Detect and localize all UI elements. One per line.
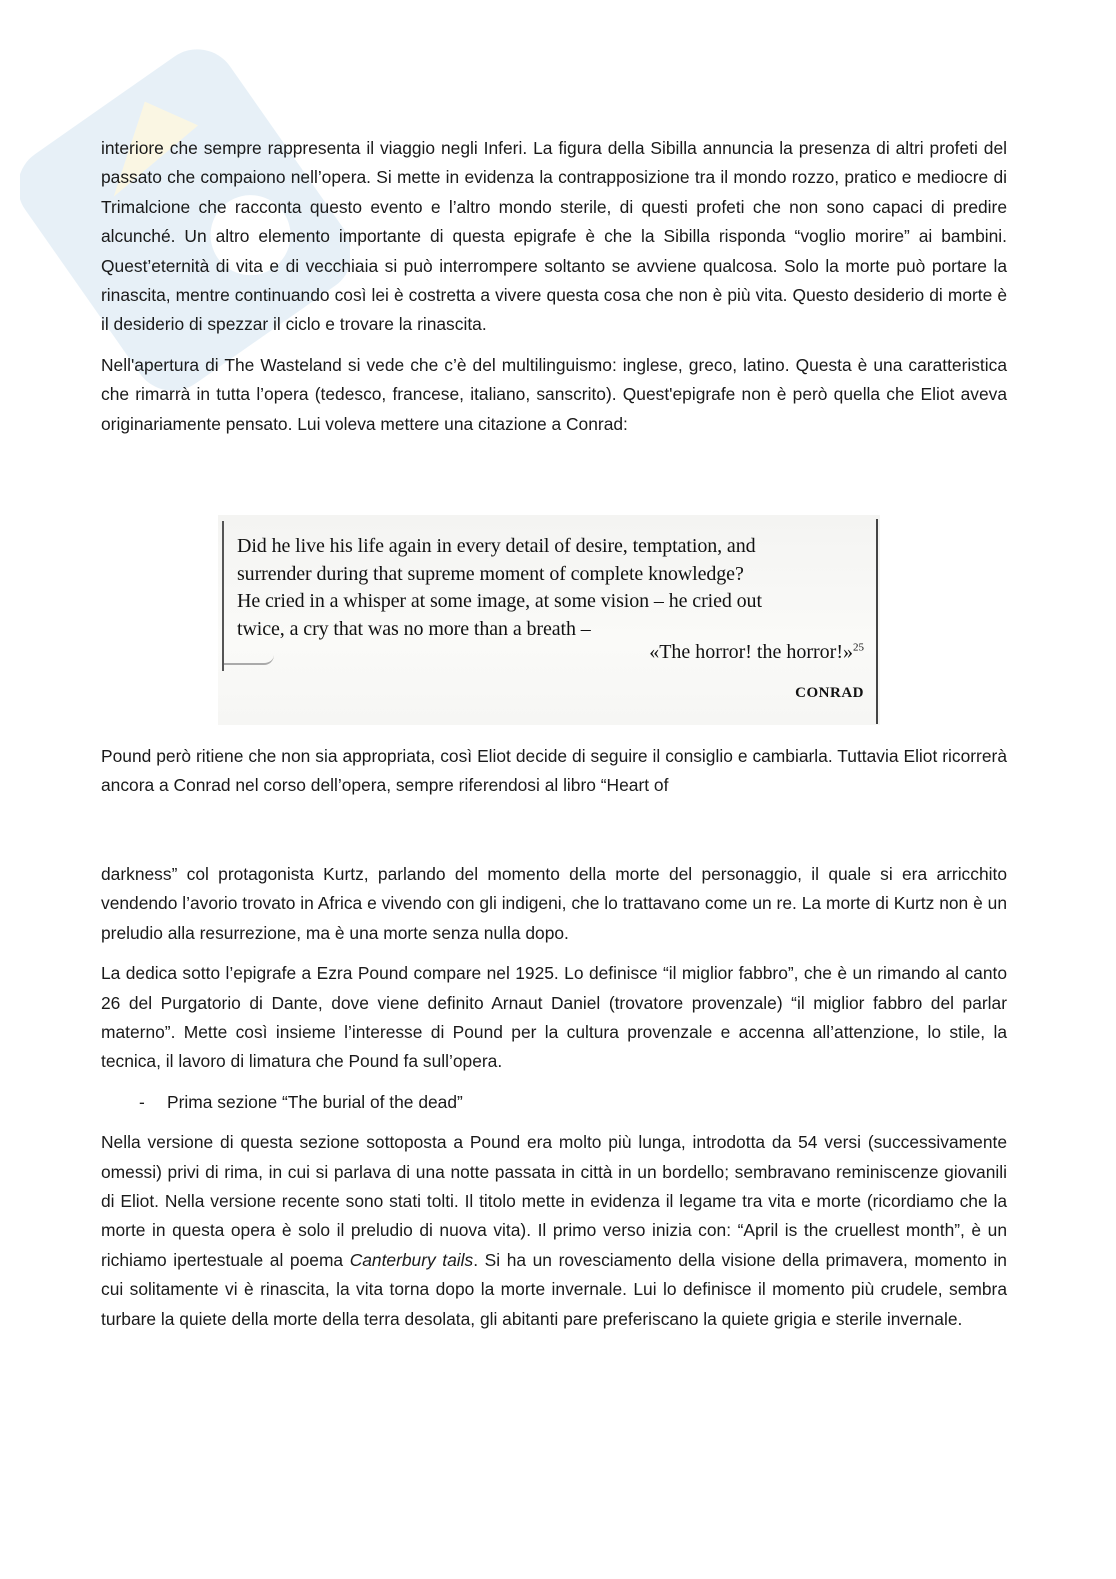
document-body	[101, 134, 1007, 439]
quote-author: CONRAD	[795, 685, 864, 701]
paragraph-dedica: La dedica sotto l’epigrafe a Ezra Pound compare nel 1925. Lo definisce “il miglior fabbro”, che è un rimando al canto 26 del Purgatorio di Dante, dove viene definito Arnaut Daniel (trovatore provenzale) “il miglior fabbro del parlar materno”. Mette così insieme l’interesse di Pound per la cultura provenzale e accenna all’attenzione, lo stile, la tecnica, il lavoro di limatura che Pound fa sull’opera.	[101, 963, 1007, 1072]
bullet-dash: -	[139, 1091, 145, 1112]
quote-lines	[237, 533, 867, 643]
paragraph-multilinguismo: Nell'apertura di The Wasteland si vede che c’è del multilinguismo: inglese, greco, latino. Questa è una caratteristica che rimarrà in tutta l’opera (tedesco, francese, italiano, sanscrito). Quest'epigrafe non è però quella che Eliot aveva originariamente pensato. Lui voleva mettere una citazione a Conrad:	[101, 354, 1007, 434]
quote-line: surrender during that supreme moment of complete knowledge?	[237, 562, 744, 585]
paragraph-kurtz: darkness” col protagonista Kurtz, parlando del momento della morte del personaggio, il quale si era arricchito vendendo l’avorio trovato in Africa e vivendo con gli indigeni, che lo trattavano come un re. La morte di Kurtz non è un preludio alla resurrezione, ma è una morte senza nulla dopo.	[101, 864, 1007, 943]
quote-scan-smudge	[224, 655, 274, 665]
paragraph-pound: Pound però ritiene che non sia appropriata, così Eliot decide di seguire il consiglio e cambiarla. Tuttavia Eliot ricorrerà ancora a Conrad nel corso dell’opera, sempre riferendosi al libro “Heart of	[101, 746, 1007, 796]
quote-line: twice, a cry that was no more than a breath –	[237, 617, 591, 640]
bullet-text: Prima sezione “The burial of the dead”	[167, 1091, 463, 1112]
quote-horror-line: «The horror! the horror!»$^{25}$	[649, 641, 864, 663]
footnote-marker: 25	[853, 641, 864, 654]
paragraph-sibilla: interiore che sempre rappresenta il viaggio negli Inferi. La figura della Sibilla annuncia la presenza di altri profeti del passato che compaiono nell’opera. Si mette in evidenza la contrapposizione tra il mondo rozzo, pratico e mediocre di Trimalcione che racconta questo evento e l’altro mondo sterile, di questi profeti che non sono capaci di predire alcunché. Un altro elemento importante di questa epigrafe è che la Sibilla risponda “voglio morire” ai bambini. Quest’eternità di vita e di vecchiaia si può interrompere soltanto se avviene qualcosa. Solo la morte può portare la rinascita, mentre continuando così lei è costretta a vivere questa cosa che non è più vita. Questo desiderio di morte è il desiderio di spezzar il ciclo e trovare la rinascita.	[101, 138, 1007, 335]
paragraph-burial: Nella versione di questa sezione sottoposta a Pound era molto più lunga, introdotta da 54 versi (successivamente omessi) privi di rima, in cui si parlava di una notte passata in città in un bordello; sembravano reminiscenze giovanili di Eliot. Nella versione recente sono stati tolti. Il titolo mette in evidenza il legame tra vita e morte (ricordiamo che la morte in questa opera è solo il preludio di nuova vita). Il primo verso inizia con: “April is the cruellest month”, è un richiamo ipertestuale al poema Canterbury tails. Si ha un rovesciamento della visione della primavera, momento in cui solitamente vi è rinascita, la vita torna dopo la morte invernale. Lui lo definisce il momento più crudele, sembra turbare la quiete della morte della terra desolata, gli abitanti pare preferiscano la quiete grigia e sterile invernale.	[101, 1132, 1007, 1329]
quote-line: Did he live his life again in every detail of desire, temptation, and	[237, 535, 756, 557]
document-body-bottom	[101, 860, 1007, 1334]
quote-left-rule	[222, 521, 224, 671]
quote-line: He cried in a whisper at some image, at some vision – he cried out	[237, 590, 762, 612]
bullet-prima-sezione	[101, 1088, 1007, 1117]
conrad-quote-image	[218, 515, 880, 725]
document-body-middle	[101, 742, 1007, 801]
italic-title: Canterbury tails	[349, 1249, 474, 1270]
quote-right-rule	[876, 519, 878, 724]
